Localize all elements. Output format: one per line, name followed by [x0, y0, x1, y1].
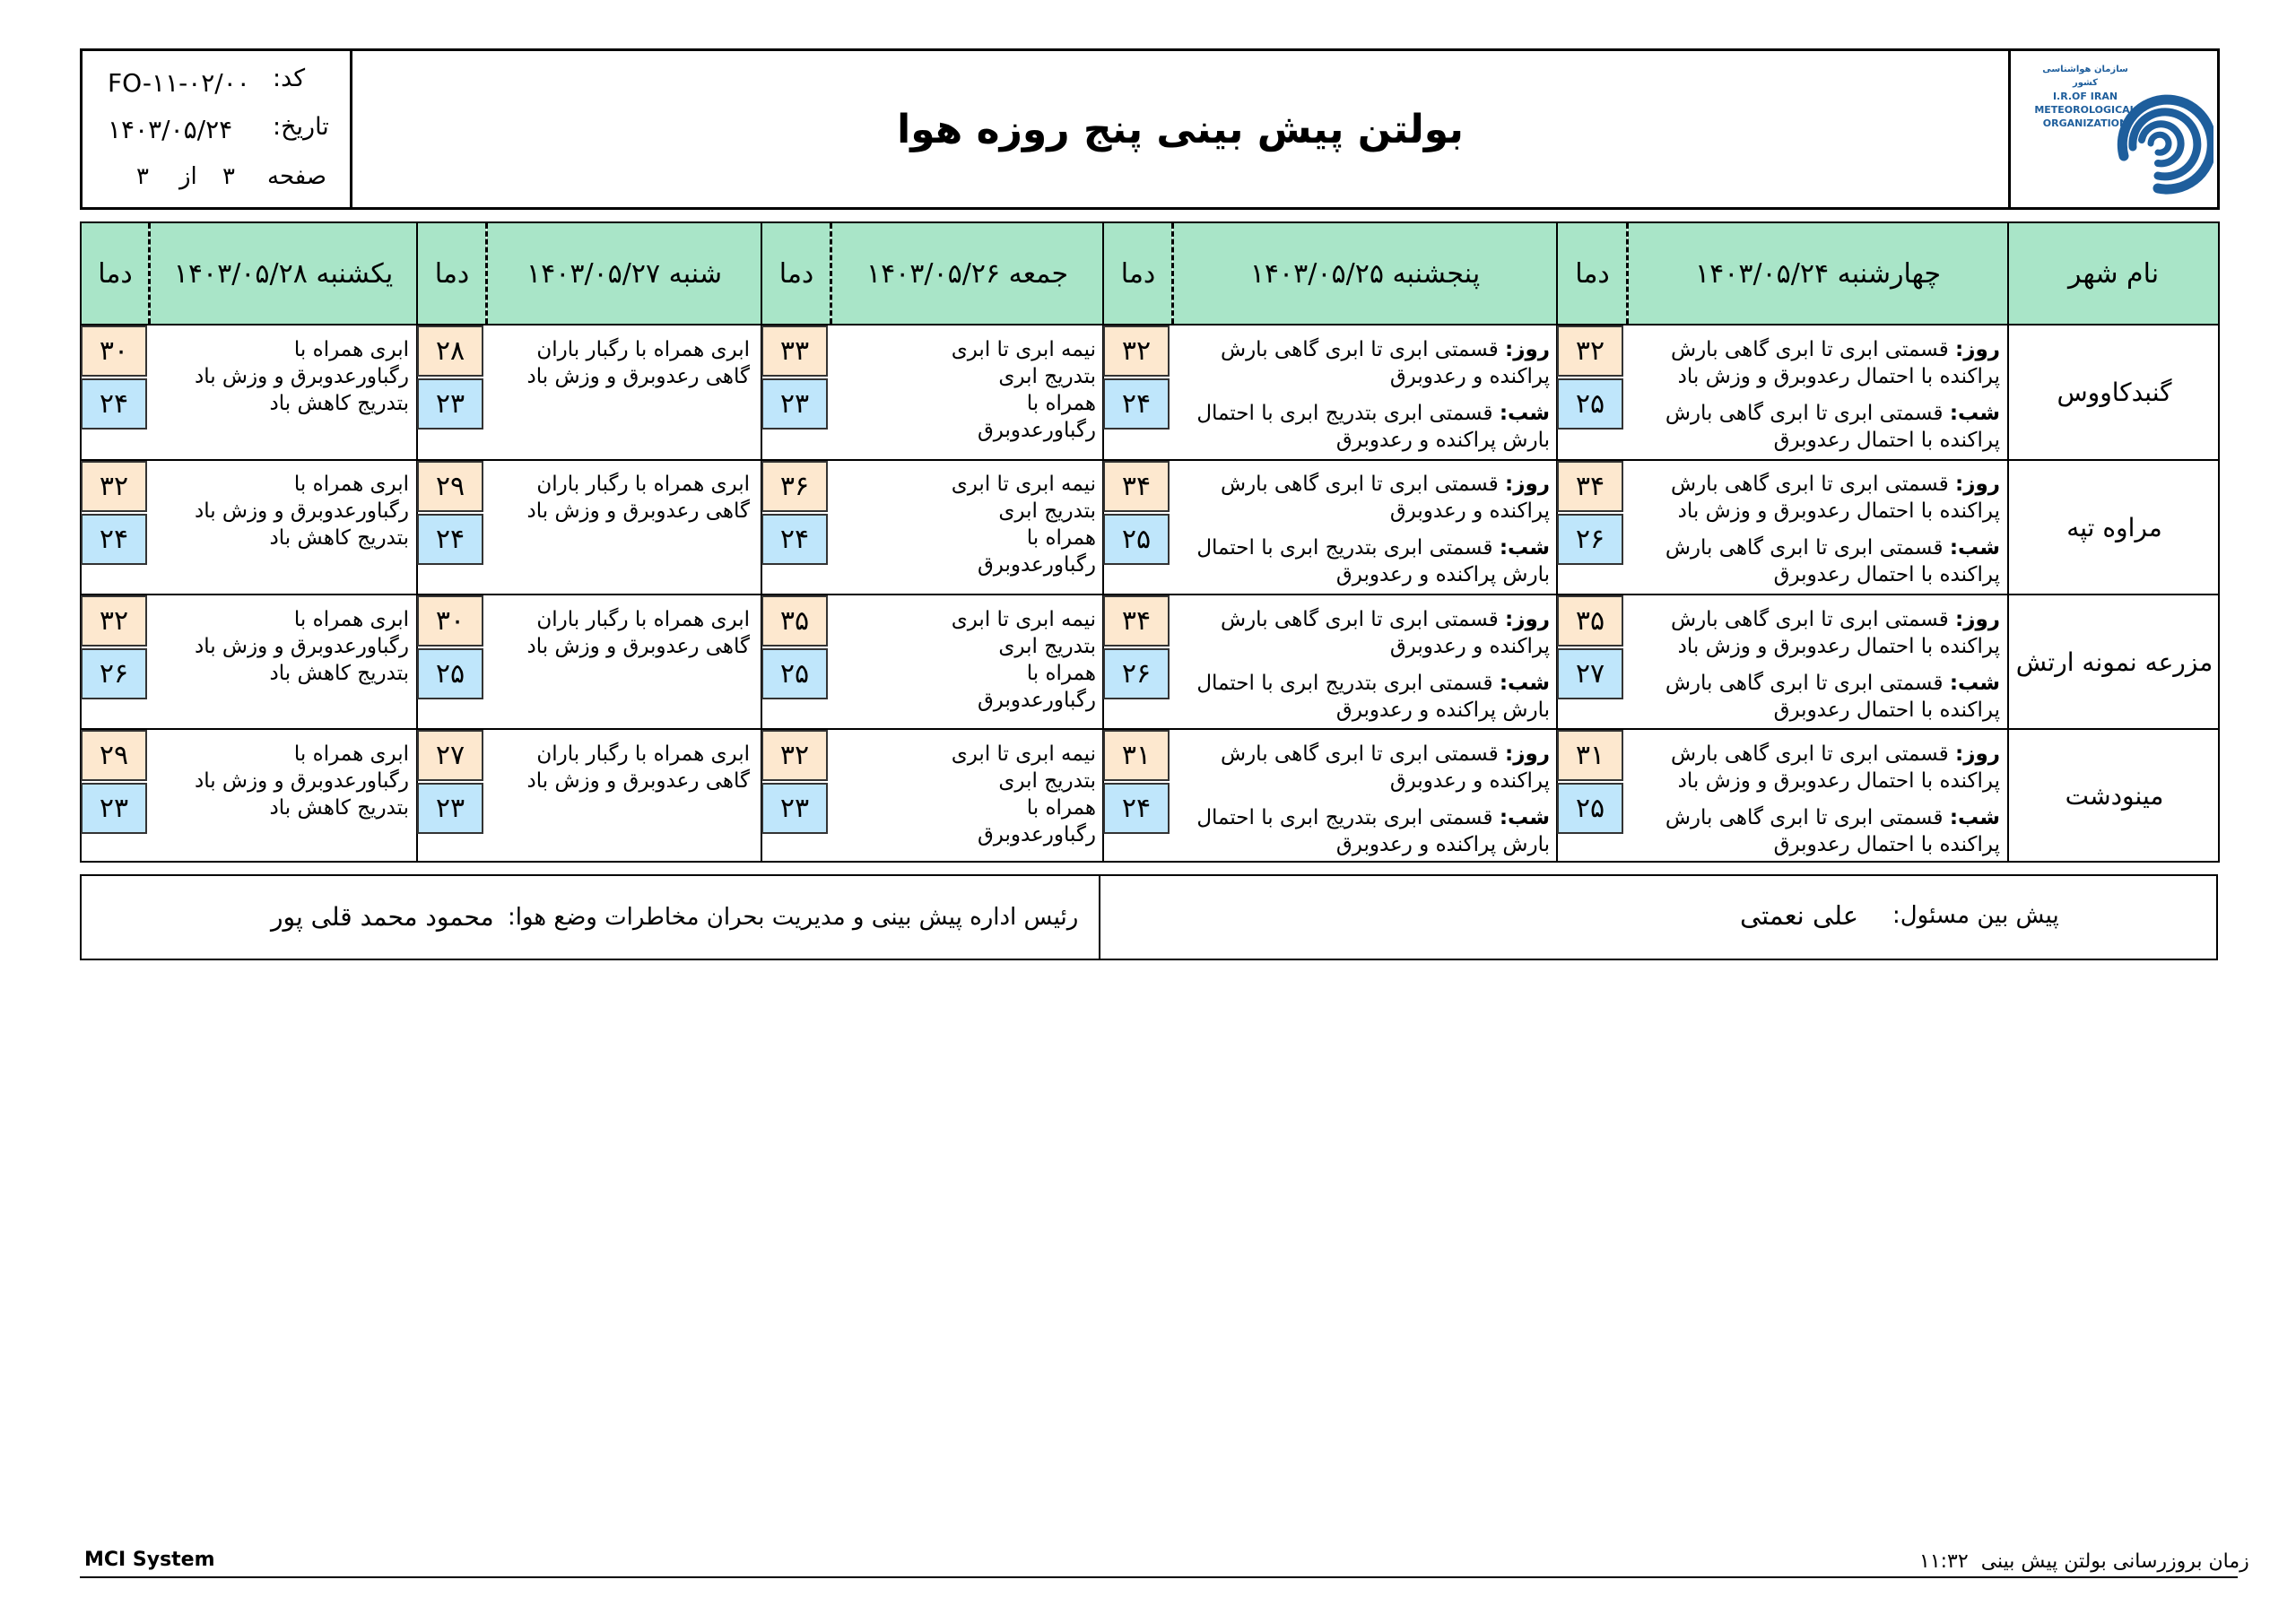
max-temp: ۳۴: [1557, 461, 1623, 512]
max-temp: ۳۲: [81, 595, 147, 647]
night-prefix: شب:: [1499, 806, 1550, 829]
min-temp: ۲۶: [81, 648, 147, 699]
forecast-day-text: [1632, 606, 2000, 660]
night-prefix: شب:: [1949, 806, 2000, 829]
forecast-night-text: [1175, 400, 1550, 454]
forecast-day-text: [1632, 741, 2000, 794]
night-prefix: شب:: [1949, 402, 2000, 425]
min-temp: ۲۴: [81, 514, 147, 565]
forecast-text: ابری همراه با رگباورعدوبرق و وزش باد بتدریج کاهش باد: [194, 608, 409, 685]
date-label: تاریخ:: [273, 113, 329, 141]
code-label: کد:: [273, 65, 306, 92]
day-header: چهارشنبه ۱۴۰۳/۰۵/۲۴: [1628, 223, 2008, 324]
header-dashed-divider: [485, 223, 488, 324]
header-dashed-divider: [1171, 223, 1174, 324]
night-description: قسمتی ابری بتدریج ابری با احتمال بارش پراکنده و رعدوبرق: [1196, 536, 1550, 586]
min-temp: ۲۳: [417, 783, 483, 834]
day-prefix: روز:: [1955, 742, 2000, 766]
forecast-text: ابری همراه با رگبار باران گاهی رعدوبرق و وزش باد: [526, 338, 750, 388]
max-temp: ۳۶: [761, 461, 828, 512]
forecast-day-text: [1175, 336, 1550, 390]
forecaster-label: پیش بین مسئول:: [1892, 902, 2059, 929]
night-prefix: شب:: [1499, 672, 1550, 695]
head-label: رئیس اداره پیش بینی و مدیریت بحران مخاطرات وضع هوا:: [508, 904, 1079, 931]
day-description: قسمتی ابری تا ابری گاهی بارش پراکنده با احتمال رعدوبرق و وزش باد: [1671, 473, 2000, 523]
forecast-text: ابری همراه با رگبار باران گاهی رعدوبرق و وزش باد: [526, 473, 750, 523]
max-temp: ۳۵: [1557, 595, 1623, 647]
day-prefix: روز:: [1505, 473, 1550, 496]
city-name: گنبدکاووس: [2057, 378, 2172, 407]
forecast-day-text: [1632, 471, 2000, 525]
min-temp: ۲۴: [1103, 783, 1170, 834]
day-prefix: روز:: [1505, 608, 1550, 631]
max-temp: ۳۴: [1103, 595, 1170, 647]
min-temp: ۲۵: [1103, 514, 1170, 565]
night-description: قسمتی ابری تا ابری گاهی بارش پراکنده با احتمال رعدوبرق: [1665, 672, 2000, 722]
min-temp: ۲۳: [417, 378, 483, 430]
page-total: ۳: [136, 163, 149, 190]
head-name: محمود محمد قلی پور: [271, 902, 494, 932]
night-prefix: شب:: [1949, 536, 2000, 560]
max-temp: ۳۰: [417, 595, 483, 647]
min-temp: ۲۳: [761, 783, 828, 834]
day-prefix: روز:: [1505, 338, 1550, 361]
min-temp: ۲۶: [1557, 514, 1623, 565]
temp-column-header: دما: [418, 223, 486, 324]
night-description: قسمتی ابری تا ابری گاهی بارش پراکنده با احتمال رعدوبرق: [1665, 806, 2000, 856]
max-temp: ۲۹: [81, 730, 147, 781]
day-header: جمعه ۱۴۰۳/۰۵/۲۶: [831, 223, 1103, 324]
update-label: زمان بروزرسانی بولتن پیش بینی: [1980, 1550, 2249, 1573]
day-description: قسمتی ابری تا ابری گاهی بارش پراکنده و رعدوبرق: [1221, 338, 1550, 388]
system-name: MCI System: [84, 1549, 215, 1571]
forecast-night-text: [1632, 804, 2000, 858]
max-temp: ۳۳: [761, 325, 828, 377]
day-header: یکشنبه ۱۴۰۳/۰۵/۲۸: [150, 223, 417, 324]
forecast-night-text: [1632, 400, 2000, 454]
forecast-text: نیمه ابری تا ابری بتدریج ابری همراه با رگباورعدوبرق: [951, 473, 1096, 577]
max-temp: ۳۲: [1103, 325, 1170, 377]
night-prefix: شب:: [1949, 672, 2000, 695]
night-prefix: شب:: [1499, 402, 1550, 425]
forecast-text: ابری همراه با رگباورعدوبرق و وزش باد بتدریج کاهش باد: [194, 473, 409, 550]
max-temp: ۲۷: [417, 730, 483, 781]
organization-logo-icon: [2025, 57, 2213, 204]
forecast-text: نیمه ابری تا ابری بتدریج ابری همراه با رگباورعدوبرق: [951, 608, 1096, 712]
header-dashed-divider: [148, 223, 151, 324]
day-prefix: روز:: [1505, 742, 1550, 766]
max-temp: ۳۰: [81, 325, 147, 377]
min-temp: ۲۴: [417, 514, 483, 565]
logo-wordmark: سازمان هواشناسی کشور I.R.OF IRAN METEOROLOGICAL ORGANIZATION: [2034, 65, 2136, 129]
page-number: ۳: [222, 163, 235, 190]
forecast-text: نیمه ابری تا ابری بتدریج ابری همراه با رگباورعدوبرق: [951, 742, 1096, 846]
signature-divider: [1099, 874, 1100, 960]
min-temp: ۲۵: [417, 648, 483, 699]
night-description: قسمتی ابری بتدریج ابری با احتمال بارش پراکنده و رعدوبرق: [1196, 806, 1550, 856]
night-description: قسمتی ابری تا ابری گاهی بارش پراکنده با احتمال رعدوبرق: [1665, 536, 2000, 586]
day-description: قسمتی ابری تا ابری گاهی بارش پراکنده و رعدوبرق: [1221, 608, 1550, 658]
day-description: قسمتی ابری تا ابری گاهی بارش پراکنده با احتمال رعدوبرق و وزش باد: [1671, 608, 2000, 658]
temp-column-header: دما: [762, 223, 831, 324]
day-description: قسمتی ابری تا ابری گاهی بارش پراکنده و رعدوبرق: [1221, 742, 1550, 793]
max-temp: ۳۲: [81, 461, 147, 512]
max-temp: ۲۸: [417, 325, 483, 377]
update-time-value: ۱۱:۳۲: [1919, 1550, 1969, 1573]
night-description: قسمتی ابری بتدریج ابری با احتمال بارش پراکنده و رعدوبرق: [1196, 402, 1550, 452]
max-temp: ۳۴: [1103, 461, 1170, 512]
city-name: مراوه تپه: [2066, 512, 2162, 542]
max-temp: ۳۱: [1557, 730, 1623, 781]
temp-column-header: دما: [1558, 223, 1627, 324]
city-name: مزرعه نمونه ارتش: [2015, 647, 2213, 677]
forecaster-name: علی نعمتی: [1740, 900, 1859, 931]
page-of: از: [179, 163, 197, 190]
forecast-day-text: [1632, 336, 2000, 390]
page-label: صفحه: [267, 163, 326, 190]
temp-column-header: دما: [1104, 223, 1172, 324]
forecast-text: نیمه ابری تا ابری بتدریج ابری همراه با رگباورعدوبرق: [951, 338, 1096, 442]
city-column-header: نام شهر: [2009, 223, 2218, 324]
forecast-day-text: [1175, 741, 1550, 794]
temp-column-header: دما: [82, 223, 149, 324]
min-temp: ۲۴: [1103, 378, 1170, 430]
max-temp: ۳۲: [1557, 325, 1623, 377]
max-temp: ۳۱: [1103, 730, 1170, 781]
forecast-night-text: [1175, 670, 1550, 724]
forecast-text: ابری همراه با رگباورعدوبرق و وزش باد بتدریج کاهش باد: [194, 338, 409, 415]
day-header: پنجشنبه ۱۴۰۳/۰۵/۲۵: [1173, 223, 1557, 324]
forecast-text: ابری همراه با رگبار باران گاهی رعدوبرق و وزش باد: [526, 742, 750, 793]
forecast-night-text: [1632, 534, 2000, 588]
night-description: قسمتی ابری بتدریج ابری با احتمال بارش پراکنده و رعدوبرق: [1196, 672, 1550, 722]
day-header: شنبه ۱۴۰۳/۰۵/۲۷: [487, 223, 761, 324]
day-prefix: روز:: [1955, 473, 2000, 496]
day-prefix: روز:: [1955, 608, 2000, 631]
min-temp: ۲۴: [761, 514, 828, 565]
forecast-text: ابری همراه با رگبار باران گاهی رعدوبرق و وزش باد: [526, 608, 750, 658]
min-temp: ۲۳: [81, 783, 147, 834]
forecast-night-text: [1175, 534, 1550, 588]
max-temp: ۲۹: [417, 461, 483, 512]
night-description: قسمتی ابری تا ابری گاهی بارش پراکنده با احتمال رعدوبرق: [1665, 402, 2000, 452]
min-temp: ۲۵: [1557, 783, 1623, 834]
min-temp: ۲۷: [1557, 648, 1623, 699]
day-description: قسمتی ابری تا ابری گاهی بارش پراکنده با احتمال رعدوبرق و وزش باد: [1671, 742, 2000, 793]
min-temp: ۲۵: [761, 648, 828, 699]
forecast-night-text: [1175, 804, 1550, 858]
day-prefix: روز:: [1955, 338, 2000, 361]
city-name: مینودشت: [2065, 780, 2164, 811]
forecast-text: ابری همراه با رگباورعدوبرق و وزش باد بتدریج کاهش باد: [194, 742, 409, 820]
day-description: قسمتی ابری تا ابری گاهی بارش پراکنده و رعدوبرق: [1221, 473, 1550, 523]
header-dashed-divider: [1626, 223, 1629, 324]
page-title: بولتن پیش بینی پنج روزه هوا: [897, 106, 1464, 152]
min-temp: ۲۵: [1557, 378, 1623, 430]
max-temp: ۳۲: [761, 730, 828, 781]
header-divider: [2008, 48, 2011, 210]
update-time: [1919, 1550, 2249, 1573]
date-value: ۱۴۰۳/۰۵/۲۴: [108, 115, 233, 144]
forecast-day-text: [1175, 606, 1550, 660]
day-description: قسمتی ابری تا ابری گاهی بارش پراکنده با احتمال رعدوبرق و وزش باد: [1671, 338, 2000, 388]
code-value: FO-۱۱-۰۲/۰۰: [108, 68, 250, 98]
max-temp: ۳۵: [761, 595, 828, 647]
forecast-day-text: [1175, 471, 1550, 525]
min-temp: ۲۳: [761, 378, 828, 430]
footer-rule: [80, 1576, 2238, 1578]
min-temp: ۲۴: [81, 378, 147, 430]
header-dashed-divider: [830, 223, 832, 324]
forecast-night-text: [1632, 670, 2000, 724]
min-temp: ۲۶: [1103, 648, 1170, 699]
night-prefix: شب:: [1499, 536, 1550, 560]
